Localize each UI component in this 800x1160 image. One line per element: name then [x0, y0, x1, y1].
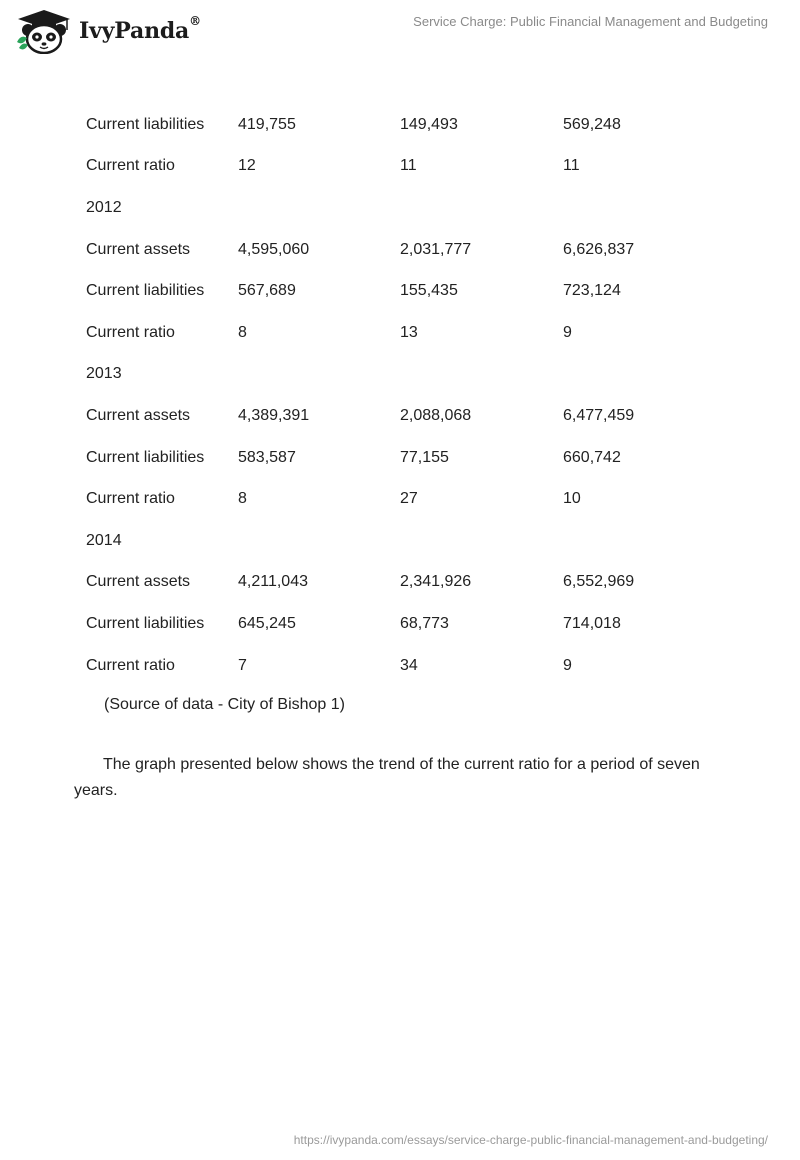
cell-value: 77,155 — [400, 448, 449, 466]
cell-value: 2,088,068 — [400, 406, 472, 424]
row-label: Current ratio — [86, 656, 175, 674]
cell-value: 68,773 — [400, 614, 449, 632]
row-label: Current assets — [86, 406, 191, 424]
cell-value: 27 — [400, 490, 418, 508]
cell-value: 12 — [238, 157, 256, 175]
footer-url-link[interactable]: https://ivypanda.com/essays/service-charge-public-financial-management-and-budgeting/ — [293, 1133, 768, 1147]
year-row — [76, 354, 756, 396]
table-row — [76, 104, 756, 146]
table-row — [76, 312, 756, 354]
cell-value: 6,552,969 — [563, 573, 635, 591]
table-row — [76, 562, 756, 604]
body-paragraph: The graph presented below shows the trend of the current ratio for a period of seven years. — [74, 756, 700, 799]
row-label: Current liabilities — [86, 115, 205, 133]
registered-mark: ® — [189, 14, 201, 28]
year-label: 2012 — [86, 198, 122, 216]
cell-value: 9 — [563, 323, 572, 341]
cell-value: 13 — [400, 323, 418, 341]
year-label: 2014 — [86, 531, 122, 549]
cell-value: 155,435 — [400, 282, 458, 300]
row-label: Current liabilities — [86, 282, 205, 300]
cell-value: 2,341,926 — [400, 573, 472, 591]
cell-value: 6,477,459 — [563, 406, 635, 424]
cell-value: 583,587 — [238, 448, 296, 466]
ivypanda-logo[interactable] — [15, 8, 201, 54]
cell-value: 8 — [238, 490, 247, 508]
year-row — [76, 187, 756, 229]
document-title: Service Charge: Public Financial Management and Budgeting — [413, 14, 768, 29]
table-row — [76, 478, 756, 520]
row-label: Current assets — [86, 240, 191, 258]
row-label: Current assets — [86, 573, 191, 591]
table-row — [76, 437, 756, 479]
table-row — [76, 603, 756, 645]
cell-value: 4,595,060 — [238, 240, 310, 258]
cell-value: 660,742 — [563, 448, 621, 466]
panda-logo-icon — [15, 8, 73, 54]
cell-value: 11 — [563, 157, 580, 175]
page-header — [0, 0, 800, 60]
cell-value: 419,755 — [238, 115, 296, 133]
cell-value: 6,626,837 — [563, 240, 635, 258]
row-label: Current ratio — [86, 323, 175, 341]
table-row — [76, 229, 756, 271]
cell-value: 149,493 — [400, 115, 458, 133]
table-row — [76, 645, 756, 687]
cell-value: 714,018 — [563, 614, 621, 632]
cell-value: 4,389,391 — [238, 406, 310, 424]
table-row — [76, 395, 756, 437]
cell-value: 11 — [400, 157, 417, 175]
year-row — [76, 520, 756, 562]
table-row — [76, 146, 756, 188]
table-row — [76, 270, 756, 312]
row-label: Current liabilities — [86, 448, 205, 466]
cell-value: 34 — [400, 656, 418, 674]
current-ratio-table — [76, 104, 756, 686]
cell-value: 569,248 — [563, 115, 621, 133]
row-label: Current ratio — [86, 157, 175, 175]
row-label: Current ratio — [86, 490, 175, 508]
cell-value: 2,031,777 — [400, 240, 472, 258]
cell-value: 645,245 — [238, 614, 296, 632]
source-note: (Source of data - City of Bishop 1) — [104, 696, 345, 713]
year-label: 2013 — [86, 365, 122, 383]
cell-value: 8 — [238, 323, 247, 341]
cell-value: 9 — [563, 656, 572, 674]
cell-value: 4,211,043 — [238, 573, 308, 591]
cell-value: 10 — [563, 490, 581, 508]
brand-name: IvyPanda® — [79, 14, 201, 44]
cell-value: 567,689 — [238, 282, 296, 300]
row-label: Current liabilities — [86, 614, 205, 632]
cell-value: 723,124 — [563, 282, 621, 300]
cell-value: 7 — [238, 656, 247, 674]
